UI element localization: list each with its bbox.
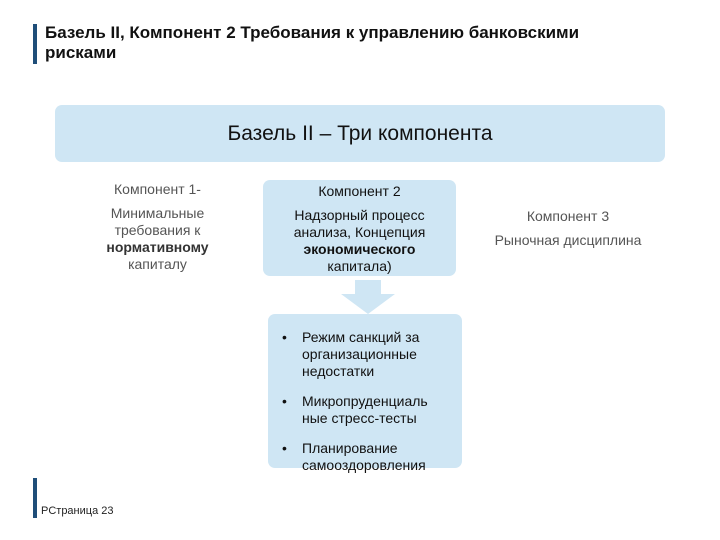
list-item-line: недостатки: [302, 363, 375, 379]
component-3: [478, 208, 658, 248]
component-1-line: требования к: [114, 222, 201, 238]
list-item-line: Режим санкций за: [302, 329, 420, 345]
component-2-line: экономического: [303, 241, 416, 257]
title-accent-bar: [33, 24, 37, 64]
component-3-text: Рыночная дисциплина: [494, 232, 642, 248]
component-3-heading: Компонент 3: [526, 208, 610, 224]
banner-box: [55, 105, 665, 162]
component-1-line: Минимальные: [110, 205, 205, 221]
component-2-details-box: [268, 314, 462, 473]
component-2-box: [263, 180, 456, 276]
component-2-line: анализа, Концепция: [293, 224, 426, 240]
component-2-line: капитала): [327, 258, 392, 274]
slide-title: Базель II, Компонент 2 Требования к управлению банковскими рисками: [45, 23, 580, 62]
footer-accent-bar: [33, 478, 37, 518]
component-1-heading: Компонент 1-: [114, 181, 201, 197]
list-item-line: Микропруденциаль: [302, 393, 428, 409]
list-item-line: организационные: [302, 346, 417, 362]
list-item: [282, 393, 454, 427]
component-2-text: [263, 207, 456, 275]
component-1-line: нормативному: [106, 239, 209, 255]
bullet: •: [282, 440, 287, 456]
list-item-line: Планирование: [302, 440, 398, 456]
details-list: [268, 314, 462, 474]
component-2-heading: Компонент 2: [318, 183, 401, 199]
component-1: [75, 181, 240, 273]
page-number: PСтраница 23: [41, 505, 114, 517]
list-item: [282, 329, 454, 380]
list-item: [282, 440, 454, 474]
list-item-line: ные стресс-тесты: [302, 410, 417, 426]
banner-title: Базель II – Три компонента: [227, 121, 493, 145]
component-2-line: Надзорный процесс: [294, 207, 425, 223]
down-arrow-icon: [341, 280, 395, 314]
component-1-line: капиталу: [128, 256, 187, 272]
bullet: •: [282, 329, 287, 345]
bullet: •: [282, 393, 287, 409]
list-item-line: самооздоровления: [302, 457, 426, 473]
component-1-text: [75, 205, 240, 273]
